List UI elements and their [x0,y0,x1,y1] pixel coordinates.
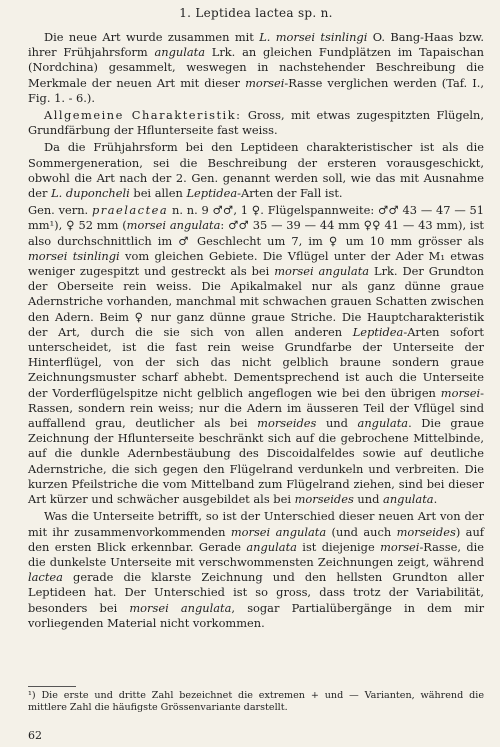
text-segment: morsei angulata [274,264,370,279]
text-segment: Leptidea [186,186,238,201]
paragraph-3 [28,140,484,201]
text-segment: bei allen [129,186,187,201]
text-segment: -Arten der Fall ist. [237,186,343,201]
section-title: 1. Leptidea lactea sp. n. [179,6,333,20]
text-segment: praelactea [91,203,169,218]
text-segment: morseides [396,524,456,539]
text-segment: Was die Unterseite betrifft, so ist der Unterschied dieser neuen Art von der mit ihr zusammenvorkommenden [28,509,484,539]
body-text [28,30,484,633]
text-segment: Allgemeine Charakteristik: [44,108,242,123]
text-segment: -Arten sofort unterscheidet, ist die fast rein weise Grundfarbe der Unterseite der Hinterflügel, von der sich das nicht gelblich braune sondern graue Zeichnungsmuster scharf abhebt. Dementsprechend ist auch die Unterseite der Vorderflügelspitze nicht gelblich angeflogen wie bei den übrigen [28,324,484,400]
text-segment: ) auf den ersten Blick erkennbar. Gerade [28,524,484,554]
text-segment: Die neue Art wurde zusammen mit [44,30,260,44]
text-segment: Lrk. an gleichen Fundplätzen im Tapaischan (Nordchina) gesammelt, weswegen in nachstehender Beschreibung die Merkmale der neuen Art mit dieser [28,45,484,90]
text-segment: . Die graue Zeichnung der Hflunterseite beschränkt sich auf die gebrochene Mittelbinde, auf die dunkle Adernbestäubung des Discoidalfeldes sowie auf deutliche Adernstriche, die sich gegen den Flügelrand verdunkeln und verbreiten. Die kurzen Pfeilstriche die vom Mittelband zum Flügelrand ziehen, sind bei dieser Art kürzer und schwächer ausgebildet als bei [28,416,485,507]
text-segment: (und auch [326,524,397,539]
footnote-divider [28,686,76,687]
text-segment: , sogar Partialübergänge in dem mir vorliegenden Material nicht vorkommen. [28,600,485,630]
text-segment: Da die Frühjahrsform bei den Leptideen charakteristischer ist als die Sommergeneration, sei die Beschreibung der ersteren vorausgeschickt, obwohl die Art nach der 2. Gen. genannt werden soll, wie das mit Ausnahme der [28,140,484,201]
text-segment: morseides [257,416,317,431]
text-segment: angulata [246,539,297,554]
text-segment: -Rasse verglichen werden (Taf. I., Fig. 1. - 6.). [28,75,484,105]
paragraph-1 [28,30,484,106]
text-segment: L. morsei tsinlingi [259,30,368,44]
text-segment: : ♂♂ 35 — 39 — 44 mm ♀♀ 41 — 43 mm), ist also durchschnittlich im ♂ Geschlecht um 7, im ♀ um 10 mm grösser als [28,218,484,248]
text-segment: . [433,492,438,507]
paragraph-4 [28,203,484,507]
text-segment: morsei angulata [126,218,221,233]
text-segment: Lrk. Der Grundton der Oberseite rein weiss. Die Apikalmakel nur als ganz dünne graue Adernstriche vorhanden, manchmal mit schwachen grauen Schatten zwischen den Adern. Beim ♀ nur ganz dünne graue Striche. Die Hauptcharakteristik der Art, durch die sie sich von allen anderen [28,264,484,339]
text-segment: -Rasse, die die dunkelste Unterseite mit verschwommensten Zeichnungen zeigt, während [28,539,485,569]
document-page [28,0,484,747]
text-segment: Leptidea [352,324,404,339]
paragraph-2 [28,108,484,138]
text-segment: morsei angulata [129,600,232,615]
text-segment: ist diejenige [296,539,381,554]
text-segment: morseides [294,492,354,507]
text-segment: morsei [245,75,285,90]
text-segment: -Rassen, sondern rein weiss; nur die Adern im äusseren Teil der Vflügel sind auffallend grau, deutlicher als bei [28,385,484,431]
footnote: ¹) Die erste und dritte Zahl bezeichnet die extremen + und — Varianten, während die mittlere Zahl die häufigste Grössenvariante darstellt. [28,690,484,713]
text-segment: Gross, mit etwas zugespitzten Flügeln, Grundfärbung der Hflunterseite fast weiss. [28,108,484,138]
text-segment: und [353,492,384,507]
text-segment: lactea [28,570,63,585]
text-segment: morsei [440,385,481,400]
text-segment: angulata [154,45,205,60]
text-segment: angulata [357,416,409,431]
paragraph-5 [28,509,484,631]
text-segment: morsei angulata [230,524,327,539]
text-segment: vom gleichen Gebiete. Die Vflügel unter der Ader M₁ etwas weniger zugespitzt und gestreckt als bei [28,248,484,279]
text-segment: L. duponcheli [51,186,130,201]
text-segment: angulata [383,492,434,507]
page-number: 62 [28,729,42,742]
text-segment: gerade die klarste Zeichnung und den hellsten Grundton aller Leptideen hat. Der Unterschied ist so gross, dass trotz der Variabilität, besonders bei [28,570,484,615]
text-segment: morsei [380,539,420,554]
text-segment: Gen. vern. [28,203,92,218]
text-segment: morsei tsinlingi [28,248,120,263]
text-segment: n. n. 9 ♂♂, 1 ♀. Flügelspannweite: ♂♂ 43 — 47 — 51 mm¹), ♀ 52 mm ( [28,203,484,233]
text-segment: O. Bang-Haas bzw. ihrer Frühjahrsform [28,30,484,60]
text-segment: und [316,416,358,431]
